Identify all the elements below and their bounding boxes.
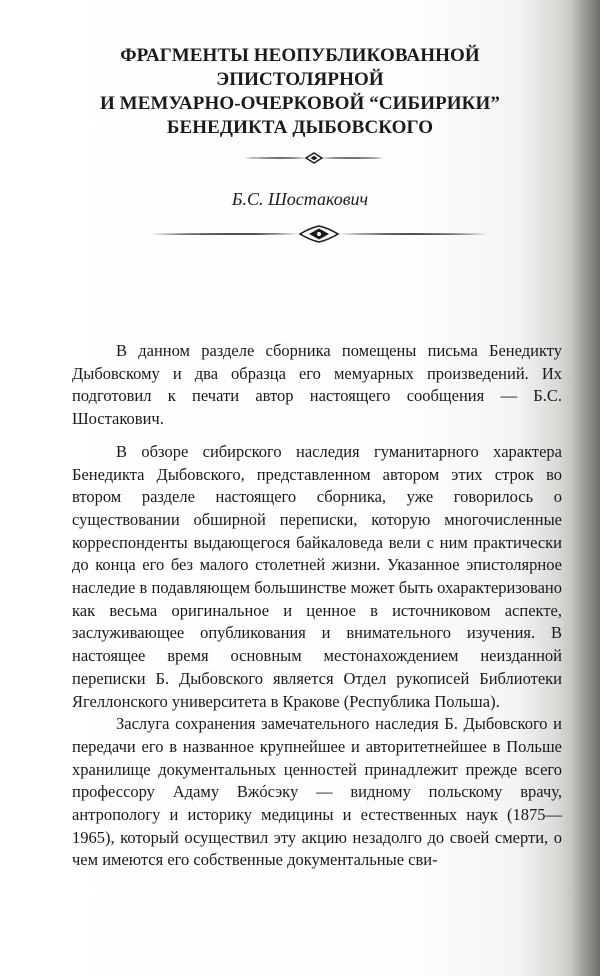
paragraph: В обзоре сибирского наследия гуманитарного характера Бенедикта Дыбовского, представленном автором этих строк во втором разделе настоящего сборника, уже говорилось о существовании обширной переписки, которую многочисленные корреспонденты выдающегося байкаловеда вели с ним практически до конца его без малого столетней жизни. Указанное эпистолярное наследие в подавляющем большинстве может быть охарактеризовано как весьма оригинальное и ценное в источниковом аспекте, заслуживающее опубликования и внимательного изучения. В настоящее время основным местонахождением неизданной переписки Б. Дыбовского является Отдел рукописей Библиотеки Ягеллонского университета в Кракове (Республика Польша). [72,441,562,711]
author-name: Б.С. Шостакович [231,189,369,209]
title-line: ЭПИСТОЛЯРНОЙ [216,69,384,90]
title-line: И МЕМУАРНО-ОЧЕРКОВОЙ “СИБИРИКИ” [99,93,501,114]
article-title [40,44,560,140]
paragraph: Заслуга сохранения замечательного наследия Б. Дыбовского и передачи его в названное крупнейшее и авторитетнейшее в Польше хранилище документальных ценностей принадлежит прежде всего профессору Адаму Вжóсэку — видному польскому врачу, антропологу и историку медицины и естественных наук (1875—1965), который осуществил эту акцию незадолго до своей смерти, о чем имеются его собственные документальные сви- [72,714,562,870]
book-spine-shadow [572,0,600,976]
article-body [72,340,562,872]
paragraph: В данном разделе сборника помещены письма Бенедикту Дыбовскому и два образца его мемуарных произведений. Их подготовил к печати автор настоящего сообщения — Б.С. Шостакович. [72,341,562,429]
ornament-divider-small [0,150,600,166]
title-line: БЕНЕДИКТА ДЫБОВСКОГО [166,117,434,138]
title-line: ФРАГМЕНТЫ НЕОПУБЛИКОВАННОЙ [120,45,480,66]
ornament-divider-large [0,223,600,245]
